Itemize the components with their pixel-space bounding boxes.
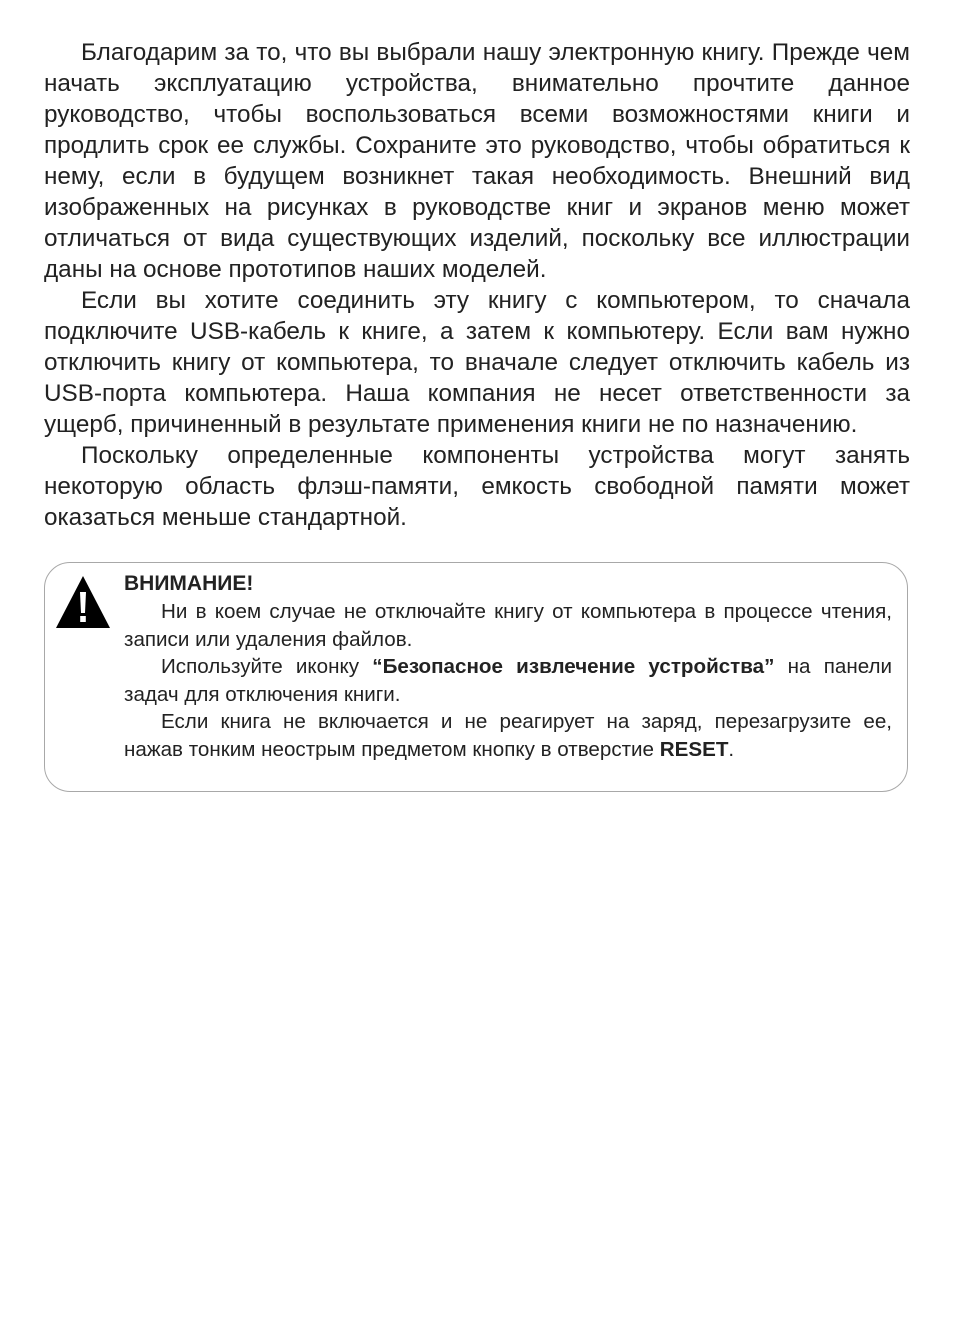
reset-text-before: Если книга не включается и не реагирует на заряд, перезагрузите ее, нажав тонким неострым предметом кнопку в отверстие — [124, 710, 892, 761]
warning-paragraph-reset — [124, 708, 892, 763]
safe-removal-text-before: Используйте иконку — [161, 655, 373, 678]
warning-box — [44, 562, 908, 792]
warning-triangle-icon — [55, 575, 111, 629]
usb-connection-paragraph: Если вы хотите соединить эту книгу с компьютером, то сначала подключите USB-кабель к книге, а затем к компьютеру. Если вам нужно отключить книгу от компьютера, то вначале следует отключить кабель из USB-порта компьютера. Наша компания не несет ответственности за ущерб, причиненный в результате применения книги не по назначению. — [44, 287, 910, 438]
reset-text-after: . — [728, 737, 735, 761]
reset-button-name: RESET — [659, 737, 729, 761]
safe-removal-icon-name: “Безопасное извлечение устройства” — [372, 655, 775, 678]
memory-paragraph: Поскольку определенные компоненты устройства могут занять некоторую область флэш-памяти, емкость свободной памяти может оказаться меньше стандартной. — [44, 442, 910, 531]
warning-content — [124, 570, 892, 763]
warning-title: ВНИМАНИЕ! — [124, 572, 254, 595]
document-body — [44, 37, 910, 533]
warning-paragraph-safe-removal — [124, 653, 892, 708]
safe-removal-text-after: на панели задач для отключения книги. — [124, 655, 892, 706]
intro-paragraph: Благодарим за то, что вы выбрали нашу электронную книгу. Прежде чем начать эксплуатацию устройства, внимательно прочтите данное руководство, чтобы воспользоваться всеми возможностями книги и продлить срок ее службы. Сохраните это руководство, чтобы обратиться к нему, если в будущем возникнет такая необходимость. Внешний вид изображенных на рисунках в руководстве книг и экранов меню может отличаться от вида существующих изделий, поскольку все иллюстрации даны на основе прототипов наших моделей. — [44, 39, 910, 283]
warning-paragraph-disconnect: Ни в коем случае не отключайте книгу от компьютера в процессе чтения, записи или удаления файлов. — [124, 600, 892, 651]
